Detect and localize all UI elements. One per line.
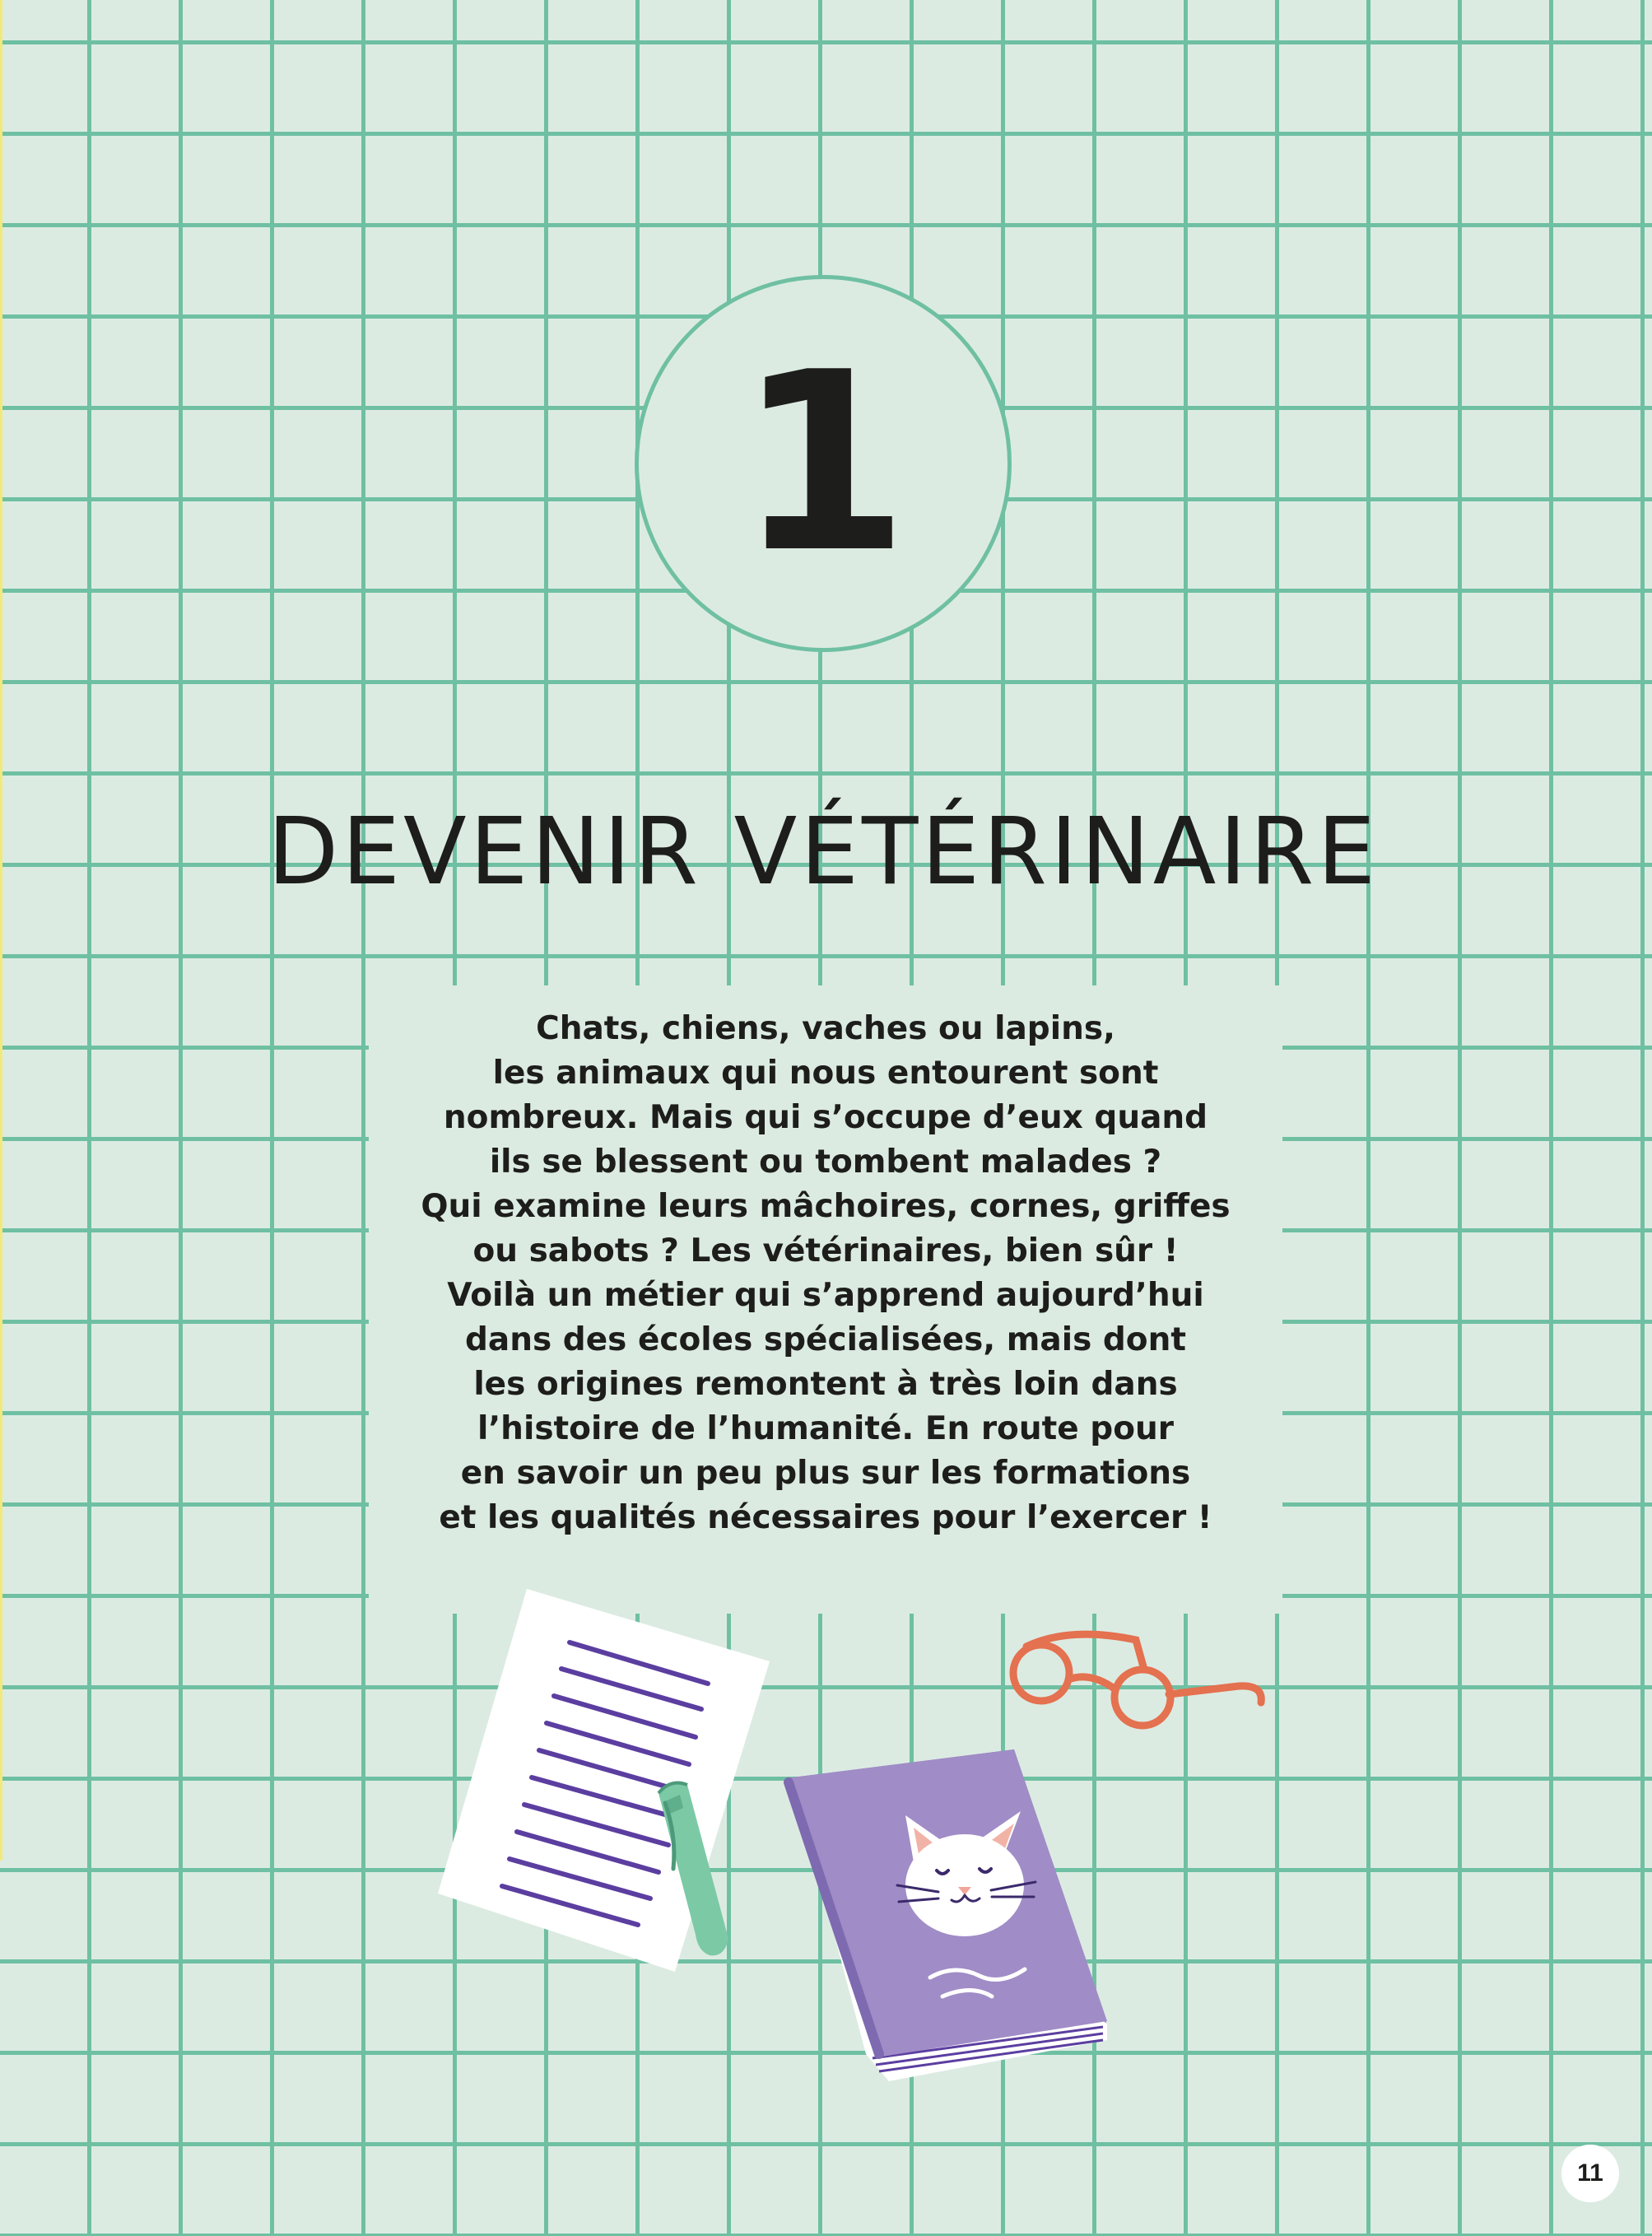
intro-line: les animaux qui nous entourent sont xyxy=(492,1055,1159,1092)
page-number: 11 xyxy=(1577,2159,1603,2187)
intro-line: Chats, chiens, vaches ou lapins, xyxy=(536,1010,1115,1047)
intro-line: et les qualités nécessaires pour l’exercer ! xyxy=(439,1499,1212,1536)
intro-line: ou sabots ? Les vétérinaires, bien sûr ! xyxy=(472,1232,1179,1269)
intro-line: nombreux. Mais qui s’occupe d’eux quand xyxy=(443,1099,1208,1136)
intro-line: en savoir un peu plus sur les formations xyxy=(460,1455,1191,1492)
intro-line: Voilà un métier qui s’apprend aujourd’hui xyxy=(447,1277,1204,1314)
intro-line: ils se blessent ou tombent malades ? xyxy=(489,1144,1162,1181)
chapter-title: DEVENIR VÉTÉRINAIRE xyxy=(267,799,1380,906)
intro-line: Qui examine leurs mâchoires, cornes, griffes xyxy=(421,1188,1231,1225)
intro-line: l’histoire de l’humanité. En route pour xyxy=(477,1410,1174,1447)
page-number-badge xyxy=(1561,2145,1619,2202)
intro-line: dans des écoles spécialisées, mais dont xyxy=(465,1321,1186,1358)
glasses-icon xyxy=(1013,1634,1261,1726)
intro-line: les origines remontent à très loin dans xyxy=(473,1366,1178,1403)
chapter-number: 1 xyxy=(737,319,910,607)
